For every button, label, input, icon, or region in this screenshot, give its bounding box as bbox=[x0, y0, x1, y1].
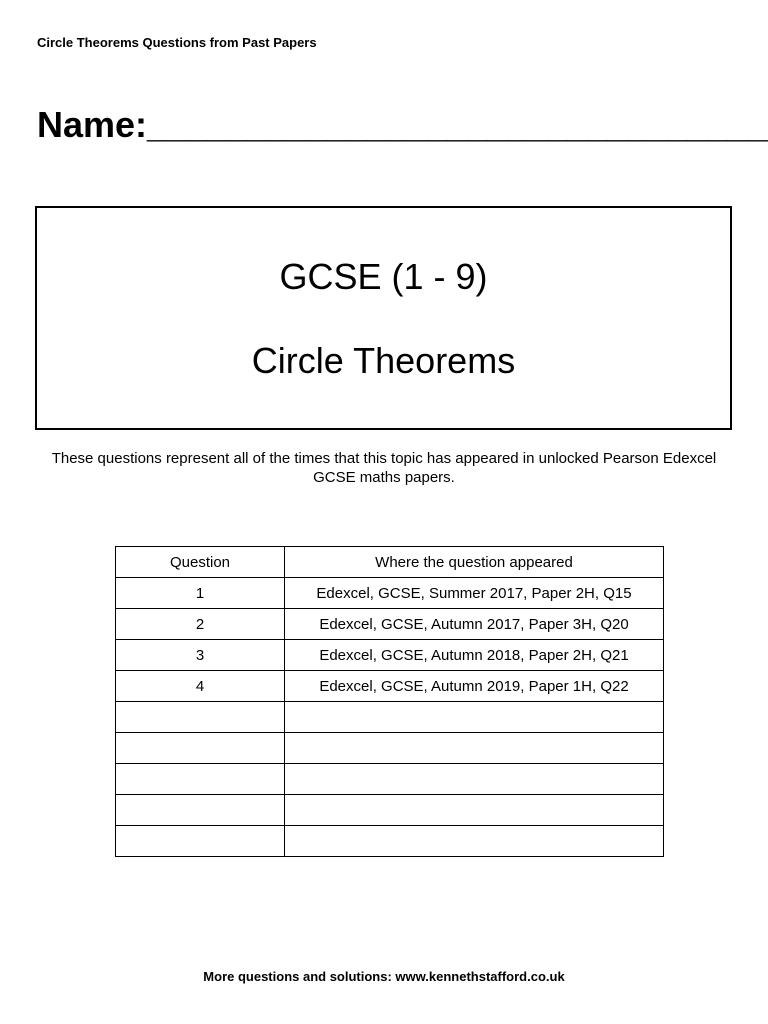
table-row bbox=[116, 733, 664, 764]
name-field-label: Name:_______________________________ bbox=[37, 104, 768, 145]
question-number-cell: 3 bbox=[116, 640, 285, 671]
table-row bbox=[116, 795, 664, 826]
question-source-cell: Edexcel, GCSE, Autumn 2019, Paper 1H, Q22 bbox=[285, 671, 664, 702]
table-row bbox=[116, 609, 664, 640]
table-row bbox=[116, 764, 664, 795]
question-number-cell: 1 bbox=[116, 578, 285, 609]
footer-link-text: More questions and solutions: www.kennethstafford.co.uk bbox=[203, 969, 565, 984]
table-row bbox=[116, 671, 664, 702]
question-source-cell bbox=[285, 795, 664, 826]
table-row bbox=[116, 702, 664, 733]
questions-table bbox=[115, 546, 664, 857]
intro-text: These questions represent all of the times that this topic has appeared in unlocked Pearson Edexcel GCSE maths papers. bbox=[51, 450, 717, 486]
table-row bbox=[116, 578, 664, 609]
question-source-cell bbox=[285, 764, 664, 795]
question-number-cell bbox=[116, 733, 285, 764]
title-gcse: GCSE (1 - 9) bbox=[279, 256, 488, 297]
question-number-cell bbox=[116, 702, 285, 733]
question-number-cell bbox=[116, 764, 285, 795]
table-header-row bbox=[116, 547, 664, 578]
question-number-cell bbox=[116, 795, 285, 826]
table-row bbox=[116, 826, 664, 857]
question-source-cell: Edexcel, GCSE, Summer 2017, Paper 2H, Q15 bbox=[285, 578, 664, 609]
title-topic: Circle Theorems bbox=[251, 340, 516, 381]
column-header-question: Question bbox=[116, 547, 285, 578]
question-number-cell bbox=[116, 826, 285, 857]
question-number-cell: 4 bbox=[116, 671, 285, 702]
question-source-cell: Edexcel, GCSE, Autumn 2017, Paper 3H, Q20 bbox=[285, 609, 664, 640]
table-row bbox=[116, 640, 664, 671]
question-number-cell: 2 bbox=[116, 609, 285, 640]
question-source-cell bbox=[285, 702, 664, 733]
question-source-cell: Edexcel, GCSE, Autumn 2018, Paper 2H, Q21 bbox=[285, 640, 664, 671]
column-header-where: Where the question appeared bbox=[285, 547, 664, 578]
document-header: Circle Theorems Questions from Past Papers bbox=[37, 35, 317, 50]
question-source-cell bbox=[285, 733, 664, 764]
title-box bbox=[35, 206, 732, 430]
question-source-cell bbox=[285, 826, 664, 857]
